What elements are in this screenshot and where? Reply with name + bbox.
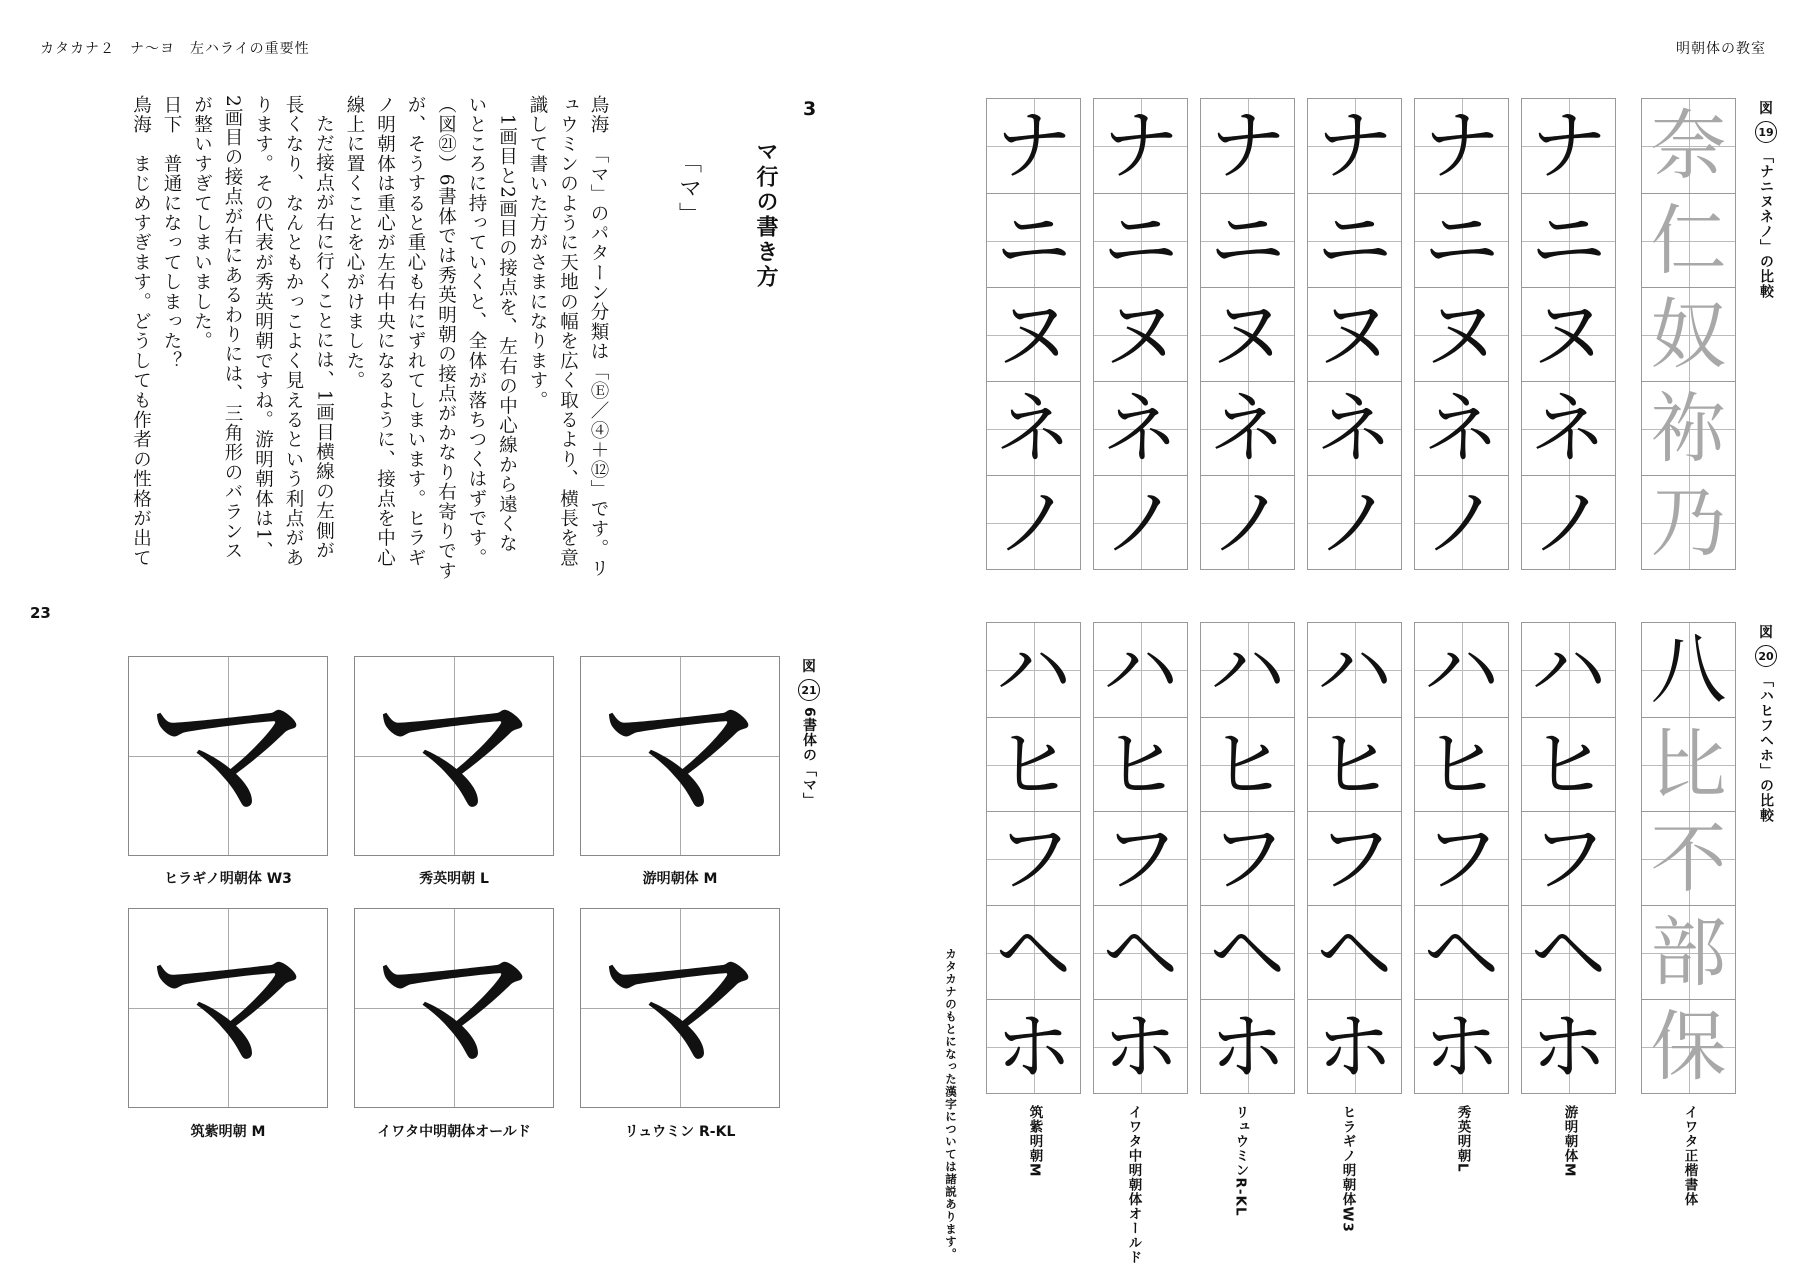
kana-glyph: ヘ	[1209, 907, 1286, 997]
kana-glyph: ヒ	[1423, 719, 1500, 809]
kana-glyph: ニ	[1102, 195, 1179, 285]
kana-glyph: ノ	[1102, 477, 1179, 567]
kanji-glyph: 奴	[1650, 289, 1727, 379]
kana-glyph: ヒ	[1209, 719, 1286, 809]
compare-font-label: 游明朝体M	[1561, 1105, 1578, 1178]
na-row-column	[1093, 98, 1188, 570]
running-header-right: 明朝体の教室	[1676, 41, 1766, 57]
ma-sample-box	[580, 656, 780, 856]
section-number: 3	[803, 98, 817, 120]
ma-font-caption: 筑紫明朝 M	[190, 1124, 266, 1140]
ha-row-column	[986, 622, 1081, 1094]
figure19-label	[1755, 98, 1777, 299]
kana-glyph: ナ	[1530, 101, 1607, 190]
kana-glyph: ニ	[1423, 195, 1500, 285]
ma-font-caption: ヒラギノ明朝体 W3	[164, 871, 292, 887]
body-line: 鳥海 「マ」のパターン分類は「Ⓔ／④＋⑫」です。リ	[588, 95, 609, 579]
kana-glyph: ヒ	[1102, 719, 1179, 809]
kana-glyph: ホ	[1316, 1001, 1393, 1091]
ma-font-caption: 秀英明朝 L	[419, 871, 489, 887]
kana-glyph: ニ	[995, 195, 1072, 285]
ma-glyph: マ	[142, 657, 313, 855]
body-line: 識して書いた方がさまになります。	[527, 95, 548, 411]
figure21-title: 6書体の「マ」	[801, 707, 817, 808]
kana-glyph: ハ	[1209, 625, 1286, 714]
kanji-glyph: 比	[1650, 719, 1727, 809]
ma-glyph: マ	[594, 909, 765, 1107]
kana-glyph: ネ	[1209, 383, 1286, 473]
compare-font-label: 筑紫明朝M	[1026, 1105, 1043, 1178]
kana-glyph: ヘ	[1530, 907, 1607, 997]
section-subtitle: 「マ」	[675, 150, 701, 228]
kana-glyph: ノ	[1316, 477, 1393, 567]
kana-glyph: ハ	[1423, 625, 1500, 714]
body-line: ノ明朝体は重心が左右中央になるように、接点を中心	[374, 95, 396, 568]
kana-glyph: ノ	[995, 477, 1072, 567]
kana-glyph: ナ	[1316, 101, 1393, 190]
body-line: が整いすぎてしまいました。	[191, 95, 213, 352]
kana-glyph: ノ	[1209, 477, 1286, 567]
figure21-prefix: 図	[802, 659, 816, 675]
ma-sample-box	[354, 656, 554, 856]
kana-glyph: ヌ	[1530, 289, 1607, 379]
na-row-column	[1414, 98, 1509, 570]
body-line: ります。その代表が秀英明朝ですね。游明朝体は1、	[252, 95, 274, 562]
kana-glyph: ネ	[1316, 383, 1393, 473]
compare-font-label: イワタ中明朝体オールド	[1125, 1105, 1142, 1265]
compare-font-label: リュウミンR-KL	[1232, 1105, 1249, 1217]
kana-glyph: ノ	[1423, 477, 1500, 567]
ma-font-caption: 游明朝体 M	[642, 871, 718, 887]
kana-glyph: ネ	[1530, 383, 1607, 473]
body-line: 日下 普通になってしまった？	[161, 95, 182, 371]
kana-glyph: ヒ	[1530, 719, 1607, 809]
kana-glyph: ハ	[1102, 625, 1179, 714]
figure20-number: 20	[1755, 645, 1777, 667]
body-line: ュウミンのように天地の幅を広く取るより、横長を意	[557, 95, 579, 568]
kana-glyph: ヘ	[995, 907, 1072, 997]
na-row-column	[1521, 98, 1616, 570]
kana-glyph: ヌ	[1316, 289, 1393, 379]
ha-row-column	[1307, 622, 1402, 1094]
kanji-glyph: 祢	[1650, 383, 1727, 473]
figure21-number: 21	[798, 679, 820, 701]
ma-glyph: マ	[594, 657, 765, 855]
kana-glyph: ナ	[995, 101, 1072, 190]
kana-glyph: ハ	[995, 625, 1072, 714]
kana-glyph: ノ	[1530, 477, 1607, 567]
body-text	[125, 95, 613, 595]
kana-glyph: フ	[1423, 813, 1500, 903]
kana-glyph: ヒ	[1316, 719, 1393, 809]
figure20-title: 「ハヒフヘホ」の比較	[1758, 673, 1774, 823]
ma-font-caption: イワタ中明朝体オールド	[377, 1124, 531, 1140]
compare-font-label: イワタ正楷書体	[1681, 1105, 1698, 1207]
running-header-left: カタカナ２ ナ〜ヨ 左ハライの重要性	[40, 41, 310, 57]
figure19-title: 「ナニヌネノ」の比較	[1758, 149, 1774, 299]
kana-glyph: ホ	[995, 1001, 1072, 1091]
kana-glyph: ホ	[1209, 1001, 1286, 1091]
ha-kanji-column	[1641, 622, 1736, 1094]
kana-glyph: ハ	[1316, 625, 1393, 714]
ha-row-column	[1093, 622, 1188, 1094]
kana-glyph: ヘ	[1102, 907, 1179, 997]
kana-glyph: ヌ	[1423, 289, 1500, 379]
kanji-glyph: 不	[1650, 813, 1727, 903]
kanji-glyph: 部	[1650, 907, 1727, 997]
kana-glyph: ナ	[1209, 101, 1286, 190]
kana-glyph: ヌ	[1102, 289, 1179, 379]
kana-glyph: フ	[1316, 813, 1393, 903]
figure19-number: 19	[1755, 121, 1777, 143]
kana-glyph: ホ	[1530, 1001, 1607, 1091]
ha-row-column	[1200, 622, 1295, 1094]
kana-glyph: ヌ	[1209, 289, 1286, 379]
kana-glyph: ネ	[1423, 383, 1500, 473]
body-line: 線上に置くことを心がけました。	[344, 95, 365, 391]
body-line: 1画目と2画目の接点を、左右の中心線から遠くな	[496, 113, 518, 554]
compare-font-label: 秀英明朝L	[1454, 1105, 1471, 1173]
ma-glyph: マ	[368, 657, 539, 855]
ma-sample-box	[128, 908, 328, 1108]
figure21-label	[798, 656, 820, 808]
kana-glyph: ニ	[1316, 195, 1393, 285]
body-line: が、そうすると重心も右にずれてしまいます。ヒラギ	[405, 95, 426, 568]
na-row-column	[1307, 98, 1402, 570]
compare-font-label: ヒラギノ明朝体W3	[1339, 1105, 1356, 1233]
ma-sample-box	[128, 656, 328, 856]
ha-row-column	[1414, 622, 1509, 1094]
kana-glyph: ホ	[1102, 1001, 1179, 1091]
ma-glyph: マ	[142, 909, 313, 1107]
kana-glyph: ハ	[1530, 625, 1607, 714]
kana-glyph: ナ	[1102, 101, 1179, 190]
ma-sample-box	[580, 908, 780, 1108]
kana-glyph: ナ	[1423, 101, 1500, 190]
ma-glyph: マ	[368, 909, 539, 1107]
footnote: カタカナのもとになった漢字については諸説あります。	[944, 948, 958, 1261]
body-line: いところに持っていくと、全体が落ちつくはずです。	[466, 95, 487, 568]
kana-glyph: フ	[1102, 813, 1179, 903]
na-row-column	[1200, 98, 1295, 570]
kanji-glyph: 乃	[1650, 477, 1727, 567]
kanji-glyph: 八	[1650, 625, 1727, 714]
kanji-glyph: 奈	[1650, 101, 1727, 190]
ma-sample-box	[354, 908, 554, 1108]
kana-glyph: ニ	[1530, 195, 1607, 285]
kanji-glyph: 保	[1650, 1001, 1727, 1091]
na-kanji-column	[1641, 98, 1736, 570]
body-line: ただ接点が右に行くことには、1画目横線の左側が	[313, 113, 335, 560]
body-line: （図㉑）6書体では秀英明朝の接点がかなり右寄りです	[435, 95, 457, 581]
kana-glyph: フ	[995, 813, 1072, 903]
figure19-prefix: 図	[1759, 101, 1773, 117]
body-line: 鳥海 まじめすぎます。どうしても作者の性格が出て	[130, 95, 152, 568]
kanji-glyph: 仁	[1650, 195, 1727, 285]
page-number: 23	[30, 604, 51, 622]
ha-row-column	[1521, 622, 1616, 1094]
kana-glyph: ニ	[1209, 195, 1286, 285]
kana-glyph: ネ	[995, 383, 1072, 473]
kana-glyph: ネ	[1102, 383, 1179, 473]
kana-glyph: ヘ	[1423, 907, 1500, 997]
kana-glyph: ヘ	[1316, 907, 1393, 997]
kana-glyph: フ	[1530, 813, 1607, 903]
kana-glyph: ヒ	[995, 719, 1072, 809]
kana-glyph: ヌ	[995, 289, 1072, 379]
figure20-label	[1755, 622, 1777, 823]
kana-glyph: ホ	[1423, 1001, 1500, 1091]
body-line: 長くなり、なんともかっこよく見えるという利点があ	[283, 95, 304, 568]
ma-font-caption: リュウミン R-KL	[624, 1124, 736, 1140]
na-row-column	[986, 98, 1081, 570]
body-line: 2画目の接点が右にあるわりには、三角形のバランス	[222, 95, 243, 562]
section-title: マ行の書き方	[753, 140, 778, 290]
kana-glyph: フ	[1209, 813, 1286, 903]
figure20-prefix: 図	[1759, 625, 1773, 641]
